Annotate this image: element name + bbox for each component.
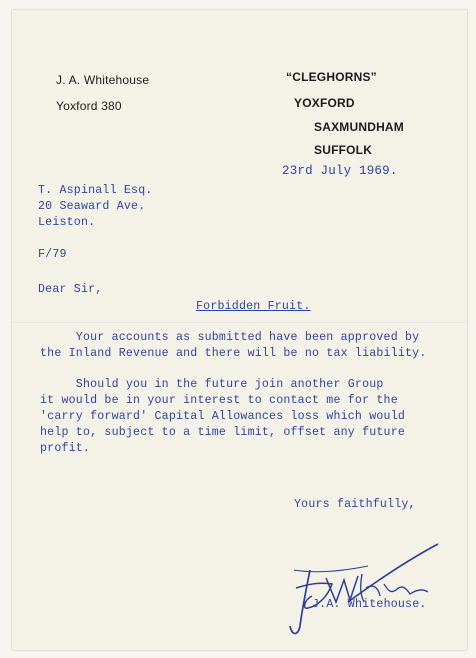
address-line-1: YOXFORD bbox=[294, 96, 355, 110]
letter-date: 23rd July 1969. bbox=[282, 164, 398, 178]
sender-name: J. A. Whitehouse bbox=[56, 73, 150, 87]
handwritten-signature bbox=[288, 540, 448, 640]
recipient-line-2: 20 Seaward Ave. bbox=[38, 200, 146, 213]
body-line: 'carry forward' Capital Allowances loss which would bbox=[40, 410, 406, 423]
body-line: profit. bbox=[40, 442, 91, 455]
recipient-line-3: Leiston. bbox=[38, 216, 96, 229]
sender-phone: Yoxford 380 bbox=[56, 99, 122, 113]
closing: Yours faithfully, bbox=[294, 498, 416, 511]
signatory-name: J.A. Whitehouse. bbox=[312, 598, 427, 611]
letter-page bbox=[12, 10, 467, 650]
body-line: the Inland Revenue and there will be no tax liability. bbox=[40, 347, 427, 360]
body-line: Should you in the future join another Group bbox=[40, 378, 384, 391]
house-name: “CLEGHORNS” bbox=[286, 70, 377, 84]
salutation: Dear Sir, bbox=[38, 283, 103, 296]
subject-heading: Forbidden Fruit. bbox=[196, 300, 311, 313]
body-line: it would be in your interest to contact me for the bbox=[40, 394, 398, 407]
body-line: Your accounts as submitted have been approved by bbox=[40, 331, 420, 344]
body-line: help to, subject to a time limit, offset any future bbox=[40, 426, 406, 439]
address-line-2: SAXMUNDHAM bbox=[314, 120, 404, 134]
address-line-3: SUFFOLK bbox=[314, 143, 373, 157]
reference: F/79 bbox=[38, 248, 67, 261]
recipient-line-1: T. Aspinall Esq. bbox=[38, 184, 153, 197]
paper-fold bbox=[12, 322, 467, 324]
